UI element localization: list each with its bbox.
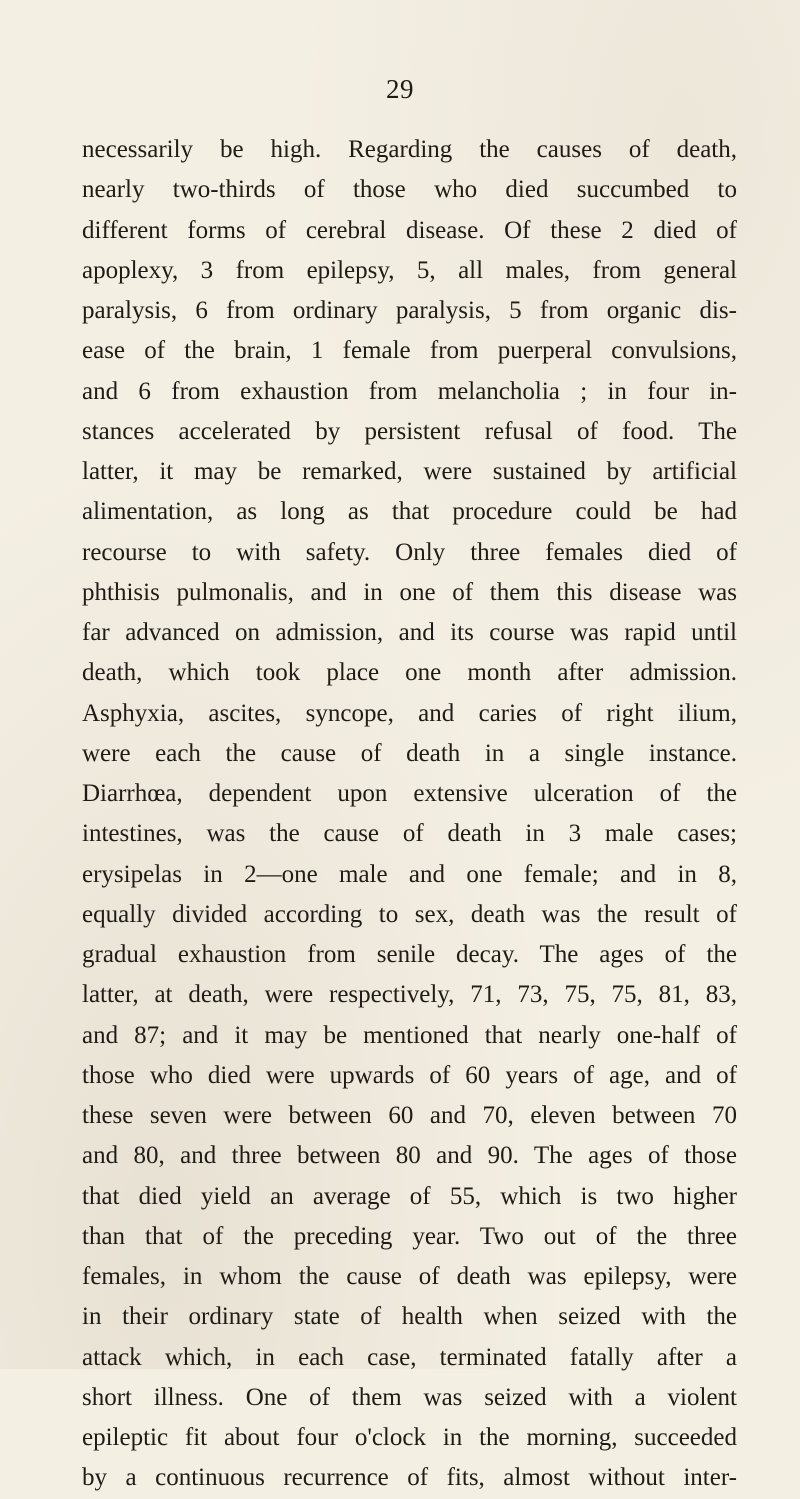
text-line: recourse to with safety. Only three females died of (82, 538, 737, 566)
text-line: phthisis pulmonalis, and in one of them this disease was (82, 578, 737, 606)
text-line: attack which, in each case, terminated fatally after a (82, 1343, 737, 1371)
text-line: equally divided according to sex, death was the result of (82, 900, 737, 928)
text-line: nearly two-thirds of those who died succumbed to (82, 176, 737, 204)
text-line: paralysis, 6 from ordinary paralysis, 5 from organic dis- (82, 297, 737, 324)
text-line: ease of the brain, 1 female from puerperal convulsions, (82, 337, 737, 365)
text-line: that died yield an average of 55, which is two higher (82, 1182, 737, 1210)
text-line: females, in whom the cause of death was epilepsy, were (82, 1263, 737, 1290)
text-line: those who died were upwards of 60 years of age, and of (82, 1061, 737, 1089)
text-line: Diarrhœa, dependent upon extensive ulceration of the (82, 780, 737, 807)
text-line: stances accelerated by persistent refusal of food. The (82, 417, 737, 445)
text-line: erysipelas in 2—one male and one female; and in 8, (82, 860, 737, 888)
text-line: were each the cause of death in a single instance. (82, 739, 737, 767)
text-line: Asphyxia, ascites, syncope, and caries of right ilium, (82, 699, 737, 727)
page-number: 29 (386, 74, 414, 104)
text-line: gradual exhaustion from senile decay. The ages of the (82, 941, 737, 968)
text-line: latter, at death, were respectively, 71, 73, 75, 75, 81, 83, (82, 981, 737, 1009)
text-line: and 87; and it may be mentioned that nearly one-half of (82, 1021, 737, 1049)
text-line: different forms of cerebral disease. Of these 2 died of (82, 216, 737, 244)
text-line: death, which took place one month after admission. (82, 659, 737, 687)
text-line: by a continuous recurrence of fits, almost without inter- (82, 1464, 737, 1492)
text-line: short illness. One of them was seized with a violent (82, 1383, 737, 1411)
text-line: epileptic fit about four o'clock in the morning, succeeded (82, 1424, 737, 1451)
text-line: and 6 from exhaustion from melancholia ; in four in- (82, 377, 737, 405)
text-line: in their ordinary state of health when seized with the (82, 1303, 737, 1331)
body-text (82, 130, 737, 1499)
text-line: necessarily be high. Regarding the causes of death, (82, 136, 737, 163)
text-line: alimentation, as long as that procedure could be had (82, 498, 737, 526)
text-line: and 80, and three between 80 and 90. The ages of those (82, 1142, 737, 1170)
text-line: latter, it may be remarked, were sustained by artificial (82, 458, 737, 485)
text-line: intestines, was the cause of death in 3 male cases; (82, 820, 737, 848)
text-line: than that of the preceding year. Two out of the three (82, 1222, 737, 1250)
text-line: these seven were between 60 and 70, eleven between 70 (82, 1102, 737, 1129)
text-line: far advanced on admission, and its course was rapid until (82, 619, 737, 646)
text-line: apoplexy, 3 from epilepsy, 5, all males, from general (82, 256, 737, 284)
